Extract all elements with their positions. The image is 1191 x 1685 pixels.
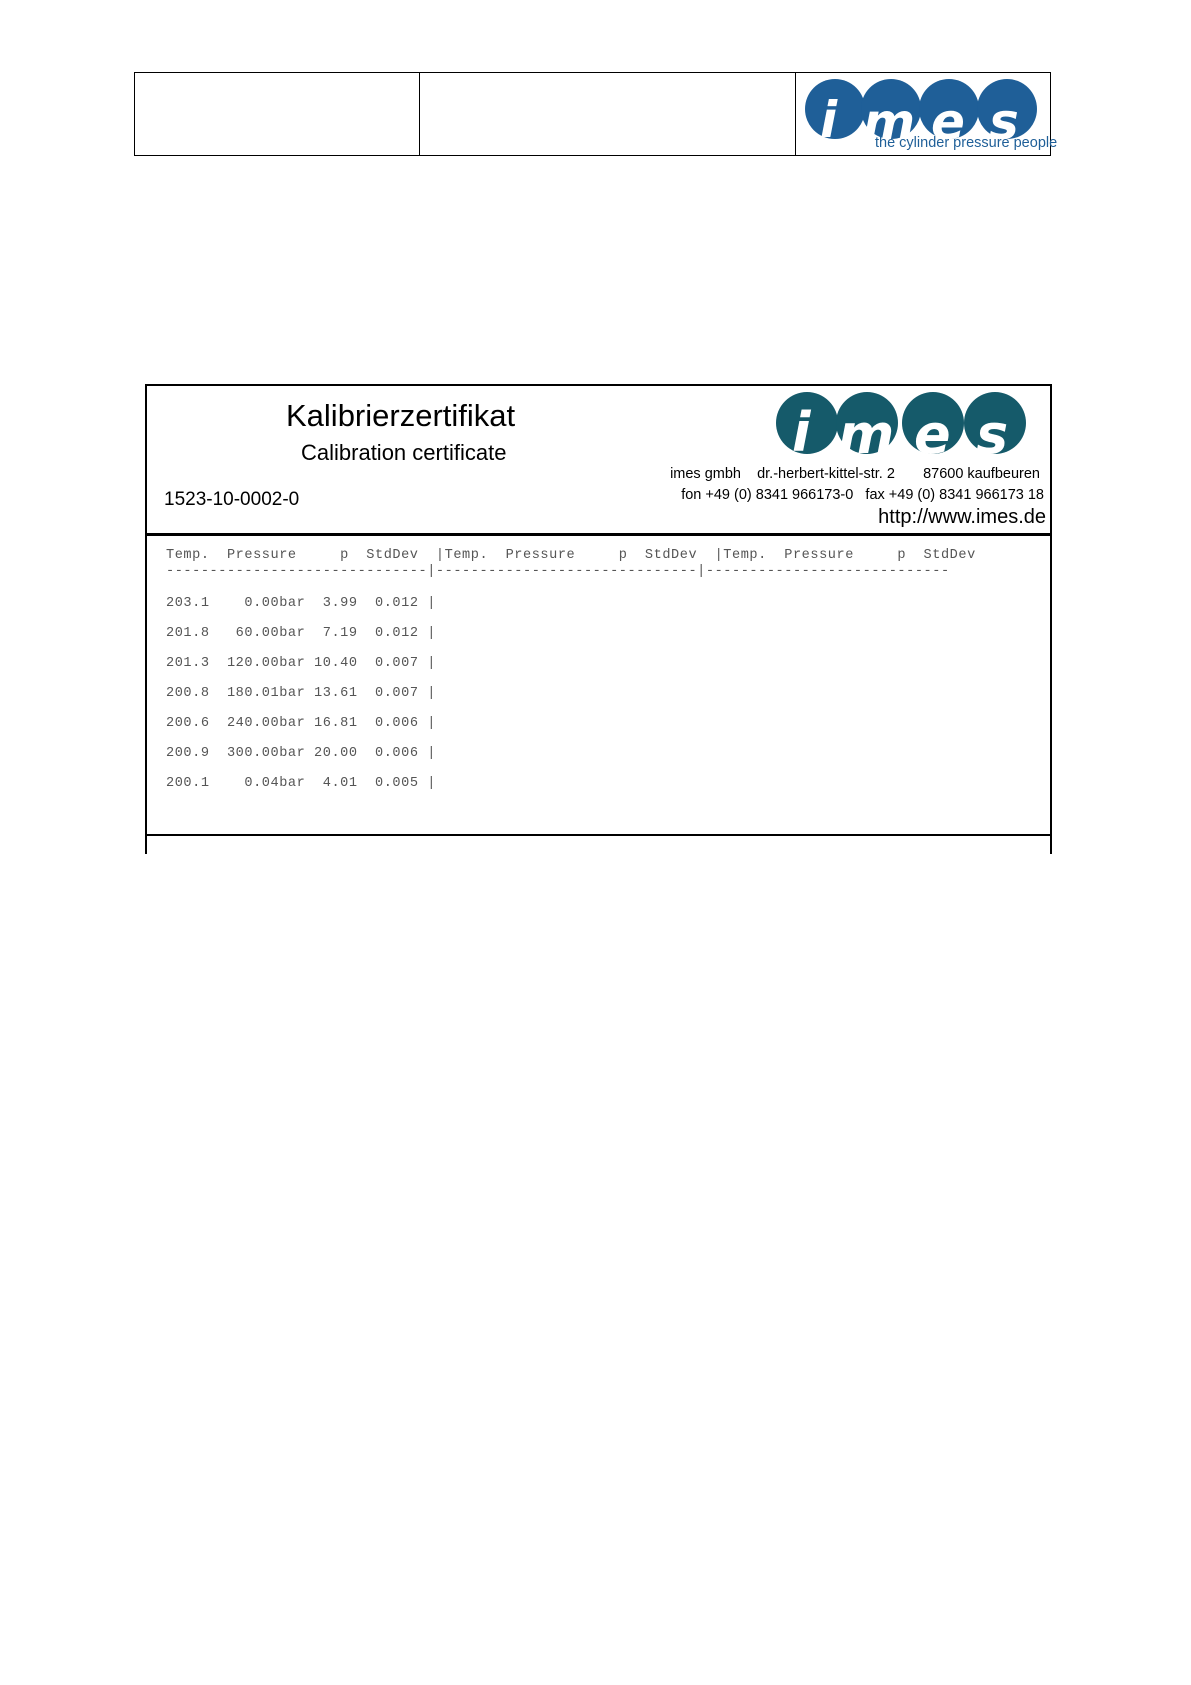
row-pressure: 120.00bar <box>226 656 306 671</box>
imes-logo <box>803 75 1058 153</box>
row-temp: 201.8 <box>166 626 227 641</box>
header-cell-middle <box>420 73 796 155</box>
page-header-table <box>134 72 1058 156</box>
certificate-logo <box>776 392 1026 466</box>
company-website: http://www.imes.de <box>878 506 1046 528</box>
header-cell-left <box>135 73 420 155</box>
logo-letter: m <box>863 93 916 151</box>
row-stddev: 0.007 <box>357 656 419 671</box>
logo-letter: e <box>914 403 951 466</box>
row-temp: 200.6 <box>166 716 227 731</box>
row-pressure: 240.00bar <box>226 716 306 731</box>
row-separator: | <box>418 686 436 701</box>
table-row <box>166 776 436 791</box>
row-p: 7.19 <box>305 626 358 641</box>
row-p: 3.99 <box>305 596 358 611</box>
row-pressure: 300.00bar <box>226 746 306 761</box>
logo-letter: e <box>931 93 965 151</box>
company-address: imes gmbh dr.-herbert-kittel-str. 2 87600 kaufbeuren <box>670 466 1040 482</box>
table-row <box>166 716 436 731</box>
table-row <box>166 596 436 611</box>
certificate-title-english: Calibration certificate <box>301 440 507 465</box>
row-temp: 200.8 <box>166 686 227 701</box>
table-row <box>166 656 436 671</box>
row-pressure: 180.01bar <box>226 686 306 701</box>
row-p: 10.40 <box>305 656 358 671</box>
row-pressure: 0.00bar <box>226 596 306 611</box>
logo-letter: m <box>838 403 895 466</box>
row-p: 16.81 <box>305 716 358 731</box>
row-temp: 200.1 <box>166 776 227 791</box>
table-header-line: Temp. Pressure p StdDev |Temp. Pressure p StdDev |Temp. Pressure p StdDev <box>166 548 976 563</box>
row-separator: | <box>418 716 436 731</box>
row-separator: | <box>418 656 436 671</box>
certificate-header <box>147 386 1050 536</box>
row-stddev: 0.006 <box>357 746 419 761</box>
table-row <box>166 626 436 641</box>
row-separator: | <box>418 776 436 791</box>
table-row <box>166 746 436 761</box>
row-p: 20.00 <box>305 746 358 761</box>
row-separator: | <box>418 626 436 641</box>
row-temp: 203.1 <box>166 596 227 611</box>
logo-tagline: the cylinder pressure people <box>875 135 1058 151</box>
header-cell-logo <box>796 73 1058 155</box>
logo-letter: s <box>976 403 1009 466</box>
row-stddev: 0.006 <box>357 716 419 731</box>
calibration-certificate <box>145 384 1052 854</box>
certificate-title-german: Kalibrierzertifikat <box>286 398 516 433</box>
row-pressure: 60.00bar <box>226 626 306 641</box>
row-stddev: 0.012 <box>357 596 419 611</box>
row-stddev: 0.007 <box>357 686 419 701</box>
table-row <box>166 686 436 701</box>
row-stddev: 0.005 <box>357 776 419 791</box>
logo-letter: i <box>820 91 838 149</box>
logo-letter: i <box>792 401 811 464</box>
calibration-data <box>147 536 1050 836</box>
table-rule-line: ------------------------------|------------------------------|---------------------------- <box>166 564 950 579</box>
certificate-number: 1523-10-0002-0 <box>164 489 300 510</box>
row-separator: | <box>418 596 436 611</box>
row-pressure: 0.04bar <box>226 776 306 791</box>
row-temp: 200.9 <box>166 746 227 761</box>
row-separator: | <box>418 746 436 761</box>
row-p: 13.61 <box>305 686 358 701</box>
logo-letter: s <box>989 93 1019 151</box>
row-p: 4.01 <box>305 776 358 791</box>
company-contact: fon +49 (0) 8341 966173-0 fax +49 (0) 8341 966173 18 <box>681 487 1044 503</box>
row-temp: 201.3 <box>166 656 227 671</box>
row-stddev: 0.012 <box>357 626 419 641</box>
